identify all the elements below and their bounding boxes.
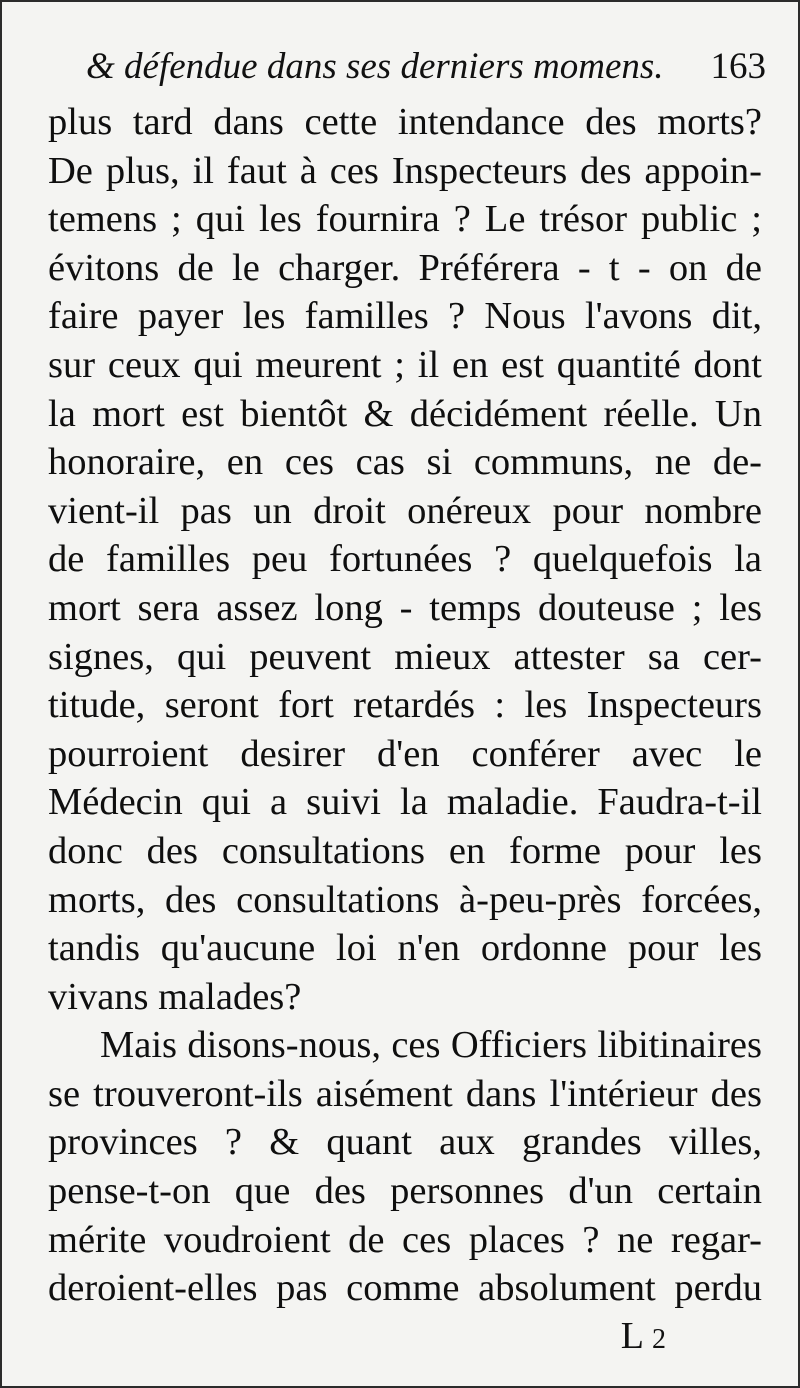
text-line: Mais disons-nous, ces Officiers libitinaires [100, 1024, 762, 1067]
signature-number: 2 [652, 1324, 666, 1355]
text-line: de familles peu fortunées ? quelquefois la [48, 538, 762, 581]
text-line: Médecin qui a suivi la maladie. Faudra-t-il [48, 781, 762, 824]
text-line: pense-t-on que des personnes d'un certain [48, 1170, 762, 1213]
text-line: De plus, il faut à ces Inspecteurs des appoin- [48, 149, 762, 192]
text-line: sur ceux qui meurent ; il en est quantité dont [48, 343, 762, 386]
text-line: tandis qu'aucune loi n'en ordonne pour les [48, 927, 762, 970]
signature-mark [621, 1312, 666, 1364]
text-line: pourroient desirer d'en conférer avec le [48, 732, 762, 775]
text-line: vivans malades? [48, 975, 302, 1018]
text-line: deroient-elles pas comme absolument perdu [48, 1267, 762, 1310]
body-text [48, 98, 762, 1313]
text-line: évitons de le charger. Préférera - t - on de [48, 246, 762, 289]
text-line: honoraire, en ces cas si communs, ne de- [48, 441, 762, 484]
signature-letter: L [620, 1315, 643, 1357]
text-line: la mort est bientôt & décidément réelle. Un [48, 392, 762, 435]
text-line: se trouveront-ils aisément dans l'intérieur des [48, 1072, 762, 1115]
page-number: 163 [710, 46, 766, 87]
text-line: plus tard dans cette intendance des morts? [48, 101, 762, 143]
text-line: vient-il pas un droit onéreux pour nombre [48, 489, 762, 532]
page-header [86, 40, 766, 94]
text-line: faire payer les familles ? Nous l'avons dit, [48, 295, 762, 338]
text-line: mérite voudroient de ces places ? ne regar- [48, 1218, 762, 1261]
text-line: mort sera assez long - temps douteuse ; les [48, 586, 762, 629]
text-line: donc des consultations en forme pour les [48, 829, 762, 872]
text-line: morts, des consultations à-peu-près forcées, [48, 878, 762, 921]
running-head: & défendue dans ses derniers momens. [86, 46, 664, 87]
text-line: signes, qui peuvent mieux attester sa cer- [48, 635, 762, 678]
text-line: temens ; qui les fournira ? Le trésor public ; [48, 198, 762, 241]
text-line: titude, seront fort retardés : les Inspecteurs [48, 684, 762, 727]
text-line: provinces ? & quant aux grandes villes, [48, 1121, 762, 1164]
